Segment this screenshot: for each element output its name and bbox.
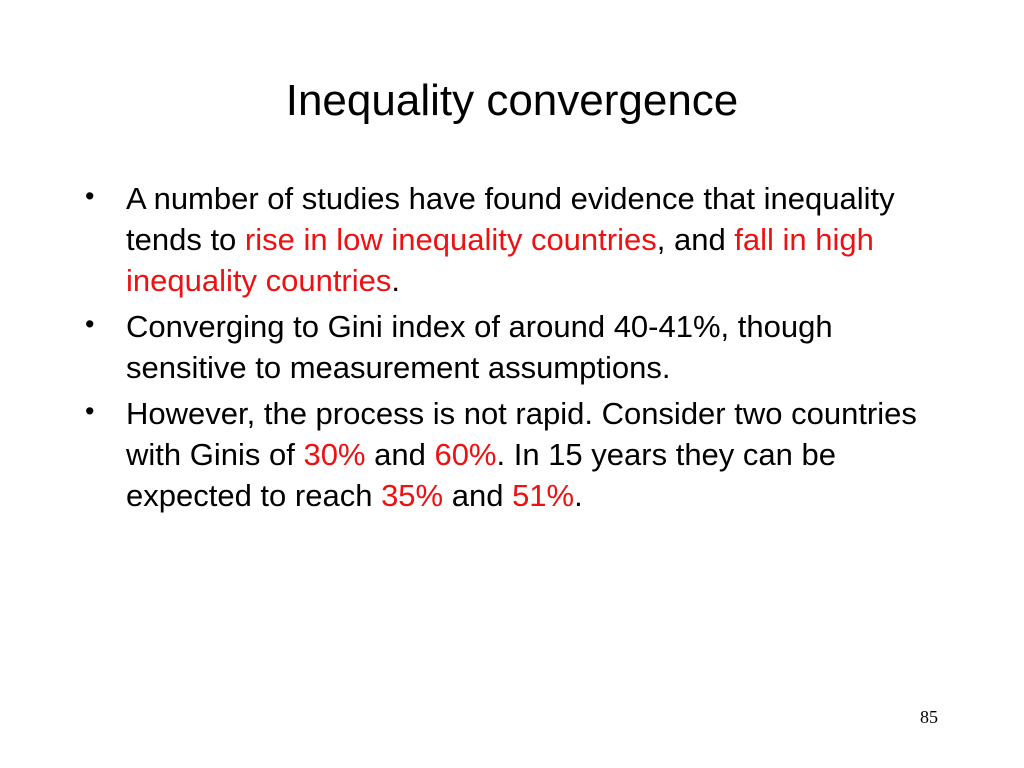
- bullet-list: [82, 178, 942, 521]
- highlight-text: fall in high inequality countries: [126, 222, 874, 298]
- page-number: 85: [920, 707, 938, 727]
- bullet-text: .: [391, 263, 401, 298]
- highlight-value: 30%: [303, 437, 366, 472]
- bullet-text: However, the process is not rapid. Consider two countries with Ginis of: [126, 396, 917, 472]
- bullet-text: and: [443, 478, 513, 513]
- bullet-text: A number of studies have found evidence that inequality tends to: [126, 181, 895, 257]
- highlight-text: rise in low inequality countries: [244, 222, 657, 257]
- bullet-item-convergence-evidence: [82, 178, 942, 301]
- bullet-text: , and: [656, 222, 735, 257]
- bullet-item-gini-index: [82, 306, 942, 388]
- bullet-text: Converging to Gini index of around 40-41%, though sensitive to measurement assumptions.: [126, 309, 833, 385]
- slide-title: Inequality convergence: [285, 76, 739, 125]
- bullet-text: and: [365, 437, 435, 472]
- bullet-text: .: [574, 478, 583, 513]
- bullet-dot-icon: •: [85, 396, 95, 426]
- bullet-item-process-speed: [82, 393, 942, 516]
- bullet-dot-icon: •: [85, 181, 95, 211]
- highlight-value: 51%: [512, 478, 575, 513]
- bullet-text: . In 15 years they can be expected to reach: [126, 437, 836, 513]
- highlight-value: 60%: [434, 437, 497, 472]
- highlight-value: 35%: [381, 478, 444, 513]
- bullet-dot-icon: •: [85, 309, 95, 339]
